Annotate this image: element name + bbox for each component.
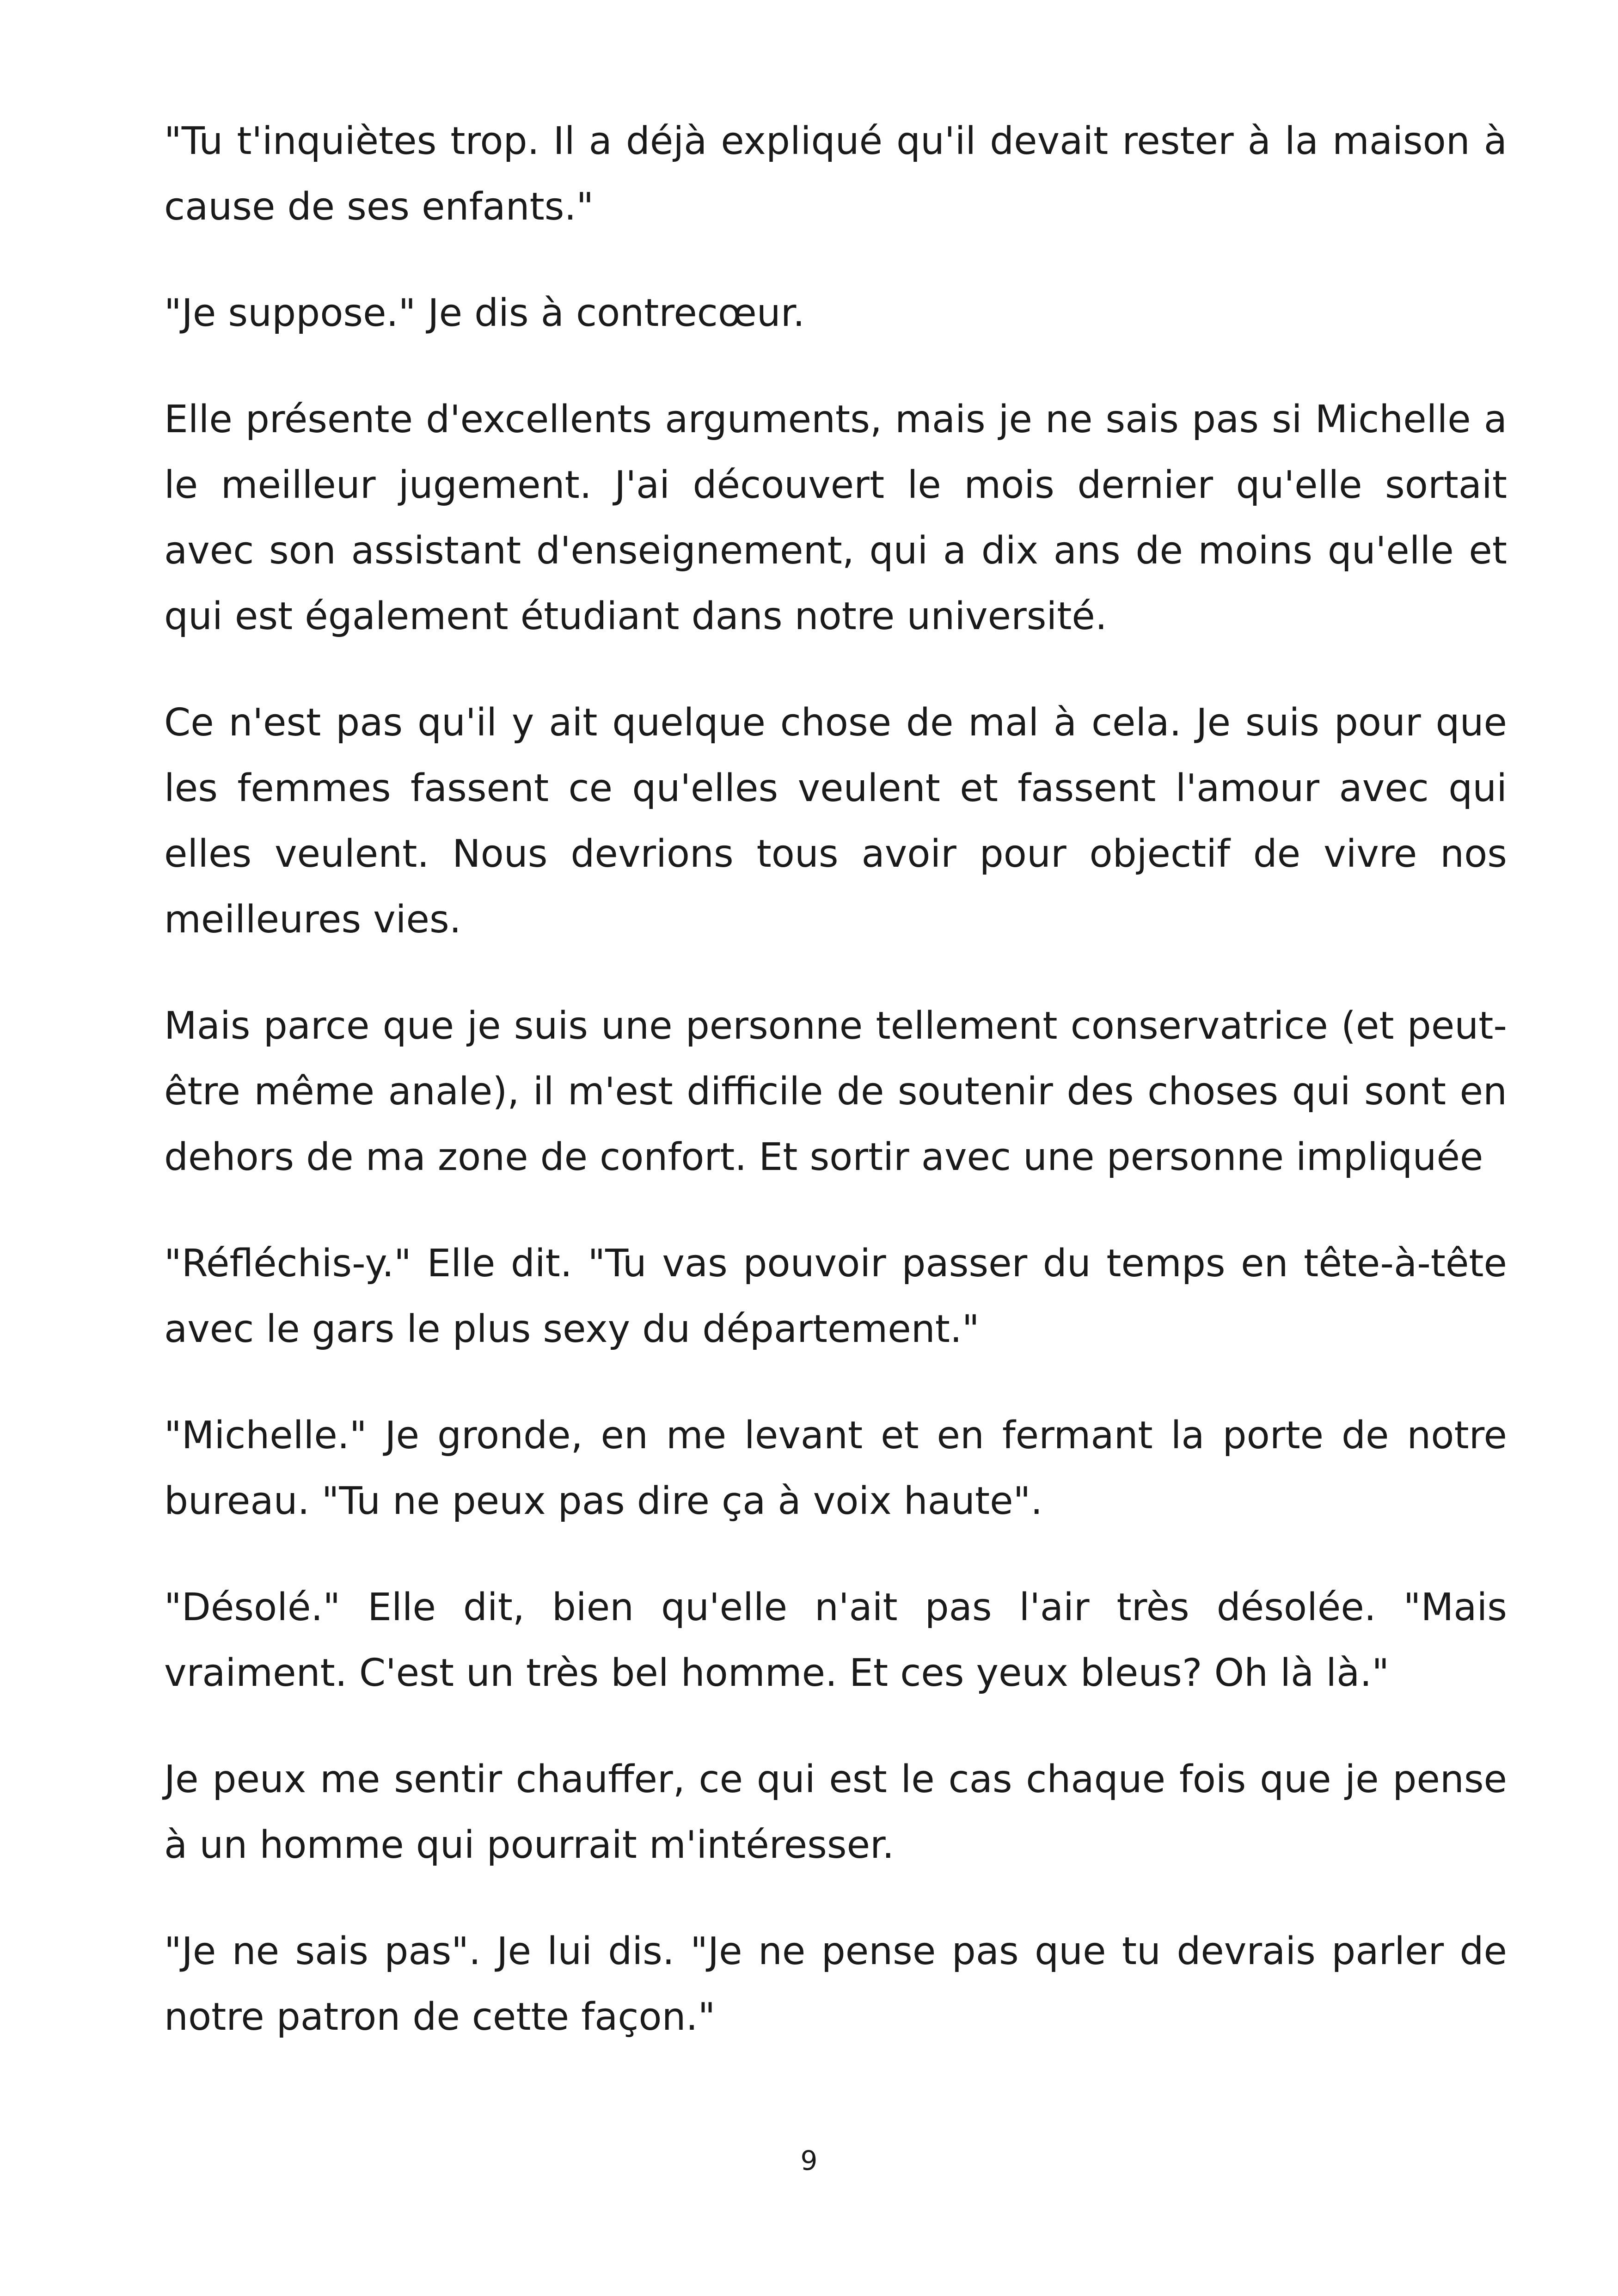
paragraph: "Réfléchis-y." Elle dit. "Tu vas pouvoir passer du temps en tête-à-tête avec le gars le plus sexy du département." — [164, 1242, 1507, 1351]
paragraph: Elle présente d'excellents arguments, mais je ne sais pas si Michelle a le meilleur jugement. J'ai découvert le mois dernier qu'elle sortait avec son assistant d'enseignement, qui a dix ans de moins qu'elle et qui est également étudiant dans notre université. — [164, 398, 1507, 638]
paragraph: "Tu t'inquiètes trop. Il a déjà expliqué qu'il devait rester à la maison à cause de ses enfants." — [164, 119, 1507, 229]
paragraph: "Je suppose." Je dis à contrecœur. — [164, 291, 805, 335]
paragraph: Mais parce que je suis une personne tellement conservatrice (et peut-être même anale), il m'est difficile de soutenir des choses qui sont en dehors de ma zone de confort. Et sortir avec une personne impliquée — [164, 1004, 1507, 1179]
paragraph: "Michelle." Je gronde, en me levant et en fermant la porte de notre bureau. "Tu ne peux pas dire ça à voix haute". — [164, 1414, 1507, 1523]
paragraph: "Désolé." Elle dit, bien qu'elle n'ait pas l'air très désolée. "Mais vraiment. C'est un très bel homme. Et ces yeux bleus? Oh là là." — [164, 1586, 1507, 1695]
paragraph: "Je ne sais pas". Je lui dis. "Je ne pense pas que tu devrais parler de notre patron de cette façon." — [164, 1929, 1507, 2039]
paragraph: Je peux me sentir chauffer, ce qui est le cas chaque fois que je pense à un homme qui pourrait m'intéresser. — [164, 1757, 1507, 1867]
paragraph: Ce n'est pas qu'il y ait quelque chose de mal à cela. Je suis pour que les femmes fassent ce qu'elles veulent et fassent l'amour avec qui elles veulent. Nous devrions tous avoir pour objectif de vivre nos meilleures vies. — [164, 701, 1507, 942]
page-number: 9 — [800, 2145, 818, 2176]
body-text — [164, 109, 1507, 2091]
